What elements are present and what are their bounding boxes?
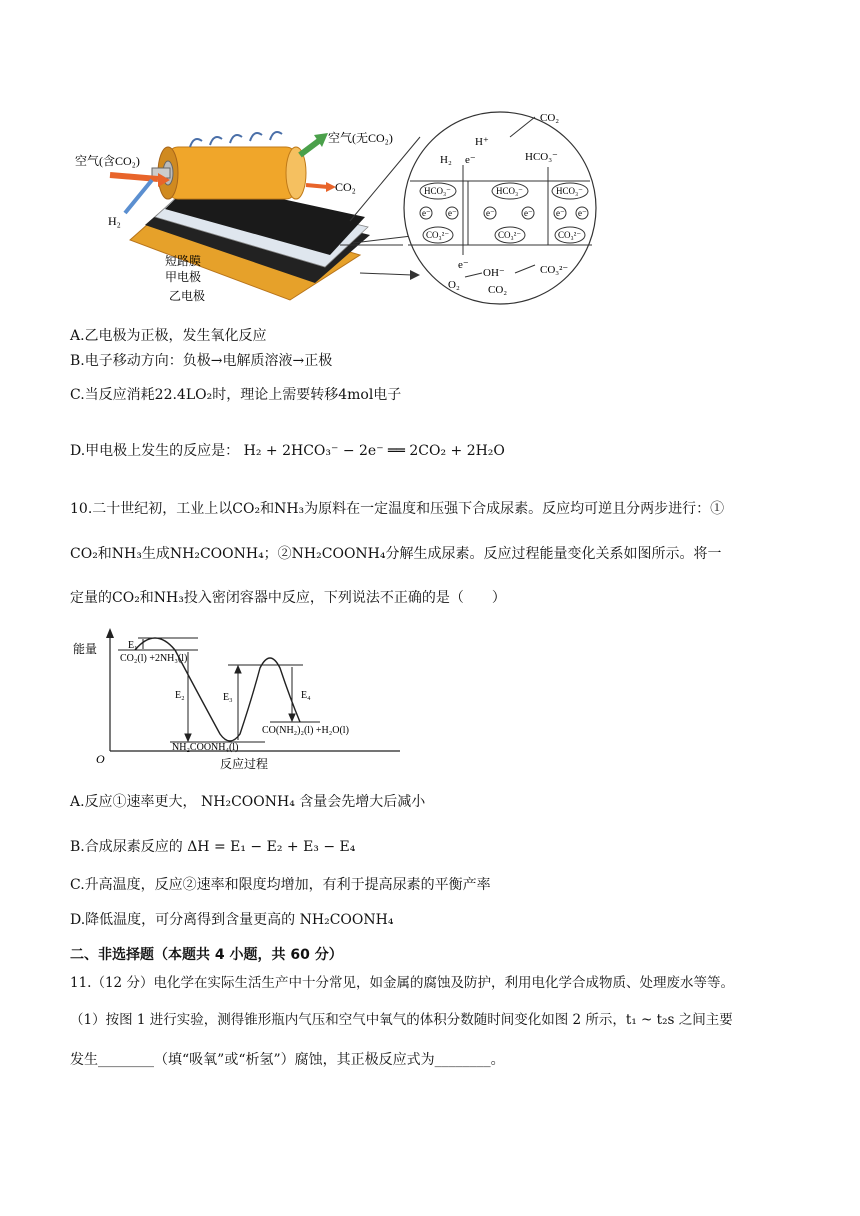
zoom-circle — [404, 112, 596, 304]
zoom-ion-hco3-1: HCO₃⁻ — [424, 186, 451, 196]
q9-option-a: A.乙电极为正极，发生氧化反应 — [70, 328, 267, 344]
zoom-bottom-co3-label: CO₃²⁻ — [540, 264, 569, 276]
q10-stem-line2: CO₂和NH₃生成NH₂COONH₄；②NH₂COONH₄分解生成尿素。反应过程能量变化关系如图所示。将一 — [70, 546, 722, 562]
e1-label: E₁ — [128, 640, 138, 651]
zoom-oh-label: OH⁻ — [483, 267, 505, 279]
intermediate-label: NH₂COONH₄(l) — [172, 742, 239, 753]
zoom-ion-e: e⁻ — [578, 208, 587, 218]
q11-line2: （1）按图 1 进行实验，测得锥形瓶内气压和空气中氧气的体积分数随时间变化如图 2 所示，t₁ ~ t₂s 之间主要 — [70, 1012, 733, 1028]
product-label: CO(NH₂)₂(l) +H₂O(l) — [262, 725, 349, 736]
origin-label: O — [96, 752, 105, 766]
zoom-co2-label: CO₂ — [540, 112, 560, 124]
zoom-ion-e: e⁻ — [422, 208, 431, 218]
zoom-ion-co3-2: CO₃²⁻ — [498, 230, 522, 240]
section2-heading: 二、非选择题（本题共 4 小题，共 60 分） — [70, 947, 343, 963]
q9-option-d: D.甲电极上发生的反应是： H₂ + 2HCO₃⁻ − 2e⁻ ══ 2CO₂ + 2H₂O — [70, 443, 505, 459]
q10-option-c: C.升高温度，反应②速率和限度均增加，有利于提高尿素的平衡产率 — [70, 877, 491, 893]
e4-label: E₄ — [301, 690, 311, 701]
zoom-bottom-co2-label: CO₂ — [488, 284, 508, 296]
zoom-ion-hco3-2: HCO₃⁻ — [496, 186, 523, 196]
energy-diagram — [70, 628, 410, 773]
zoom-ion-e: e⁻ — [524, 208, 533, 218]
zoom-ion-hco3-3: HCO₃⁻ — [556, 186, 583, 196]
q10-stem-line3: 定量的CO₂和NH₃投入密闭容器中反应，下列说法不正确的是（ ） — [70, 590, 506, 606]
q10-option-b: B.合成尿素反应的 ΔH = E₁ − E₂ + E₃ − E₄ — [70, 839, 356, 855]
zoom-bottom-e-label: e⁻ — [458, 259, 469, 271]
air-in-label: 空气(含CO₂) — [75, 154, 140, 168]
zoom-ion-co3-3: CO₃²⁻ — [558, 230, 582, 240]
e2-label: E₂ — [175, 690, 185, 701]
h2-label: H₂ — [108, 214, 121, 228]
air-out-label: 空气(无CO₂) — [328, 131, 393, 145]
y-axis-label: 能量 — [73, 642, 98, 656]
electrode-jia-label: 甲电极 — [165, 270, 202, 284]
q10-option-a: A.反应①速率更大， NH₂COONH₄ 含量会先增大后减小 — [70, 794, 426, 810]
q11-line3: 发生________（填“吸氧”或“析氢”）腐蚀，其正极反应式为________。 — [70, 1052, 505, 1068]
membrane-label: 短路膜 — [165, 254, 202, 268]
q9-option-c: C.当反应消耗22.4LO₂时，理论上需要转移4mol电子 — [70, 387, 402, 403]
q9-option-b: B.电子移动方向：负极→电解质溶液→正极 — [70, 353, 333, 369]
q11-line1: 11.（12 分）电化学在实际生活生产中十分常见，如金属的腐蚀及防护，利用电化学合成物质、处理废水等等。 — [70, 975, 734, 991]
zoom-ion-co3-1: CO₃²⁻ — [426, 230, 450, 240]
zoom-hco3-label: HCO₃⁻ — [525, 151, 558, 163]
zoom-ion-e: e⁻ — [448, 208, 457, 218]
co2-out-label: CO₂ — [335, 180, 356, 194]
electrode-yi-label: 乙电极 — [169, 289, 206, 303]
q10-option-d: D.降低温度，可分离得到含量更高的 NH₂COONH₄ — [70, 912, 394, 928]
q10-stem-line1: 10.二十世纪初，工业上以CO₂和NH₃为原料在一定温度和压强下合成尿素。反应均可逆且分两步进行：① — [70, 501, 725, 517]
reactant-label: CO₂(l) +2NH₃(l) — [120, 653, 188, 664]
x-axis-label: 反应过程 — [220, 757, 269, 771]
zoom-ion-e: e⁻ — [486, 208, 495, 218]
e3-label: E₃ — [223, 692, 233, 703]
zoom-hplus-label: H⁺ — [475, 136, 489, 148]
zoom-o2-label: O₂ — [448, 279, 460, 291]
zoom-ion-e: e⁻ — [556, 208, 565, 218]
zoom-e-label: e⁻ — [465, 154, 476, 166]
zoom-h2-label: H₂ — [440, 154, 452, 166]
fuel-cell-figure — [70, 105, 600, 310]
